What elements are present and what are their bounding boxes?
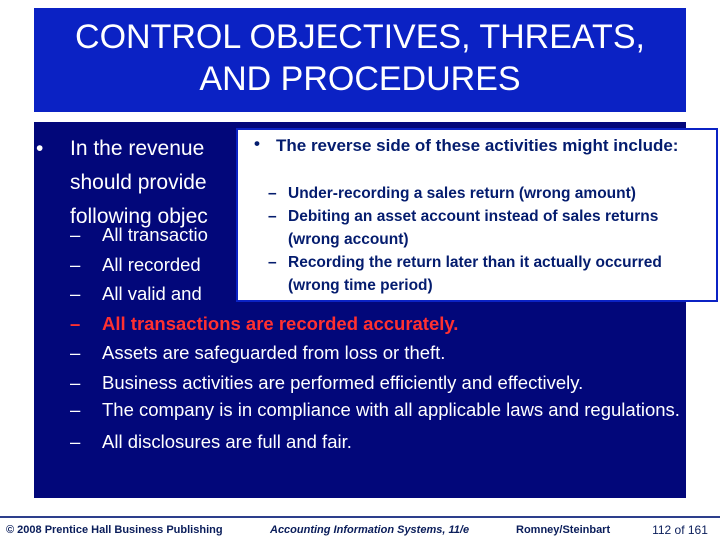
bullet-icon: • xyxy=(36,137,44,160)
objective-item: – All valid and xyxy=(70,279,680,309)
dash-icon: – xyxy=(70,312,81,334)
main-bullet-line-3: following objec xyxy=(70,205,208,228)
dash-icon: – xyxy=(70,371,81,393)
objective-item: – All disclosures are full and fair. xyxy=(70,427,680,457)
dash-icon: – xyxy=(70,431,81,452)
page-number: 112 of 161 xyxy=(652,523,708,537)
objective-item: – Assets are safeguarded from loss or theft. xyxy=(70,338,680,368)
title-line-2: AND PROCEDURES xyxy=(199,60,521,98)
objective-item: – All recorded xyxy=(70,250,680,280)
slide-title xyxy=(34,16,686,100)
footer-book-title: Accounting Information Systems, 11/e xyxy=(270,524,470,536)
dash-icon: – xyxy=(70,224,81,245)
dash-icon: – xyxy=(70,253,81,275)
objective-item: – Business activities are performed efficiently and effectively. xyxy=(70,368,680,398)
dash-icon: – xyxy=(70,399,81,420)
callout-item: – Recording the return later than it actually occurred (wrong time period) xyxy=(268,251,708,297)
objective-item: – The company is in compliance with all applicable laws and regulations. xyxy=(70,397,680,423)
callout-list xyxy=(268,182,708,297)
callout-item: – Under-recording a sales return (wrong amount) xyxy=(268,182,708,205)
main-bullet-line-1: In the revenue xyxy=(70,137,205,160)
footer-authors: Romney/Steinbart xyxy=(516,524,611,536)
dash-icon: – xyxy=(268,185,277,202)
dash-icon: – xyxy=(268,254,277,271)
dash-icon: – xyxy=(268,208,277,225)
objective-item: – All transactio xyxy=(70,220,680,250)
footer-copyright: © 2008 Prentice Hall Business Publishing xyxy=(6,524,223,536)
title-line-1: CONTROL OBJECTIVES, THREATS, xyxy=(75,18,645,56)
dash-icon: – xyxy=(70,342,81,363)
callout-heading: The reverse side of these activities might include: xyxy=(276,136,679,155)
callout-item: – Debiting an asset account instead of sales returns (wrong account) xyxy=(268,205,708,251)
objective-item-highlighted: – All transactions are recorded accurately. xyxy=(70,309,680,339)
slide-footer xyxy=(0,516,720,542)
main-bullet-line-2: should provide xyxy=(70,171,207,194)
callout-box xyxy=(236,128,718,302)
bullet-icon: • xyxy=(254,134,260,153)
dash-icon: – xyxy=(70,283,81,304)
